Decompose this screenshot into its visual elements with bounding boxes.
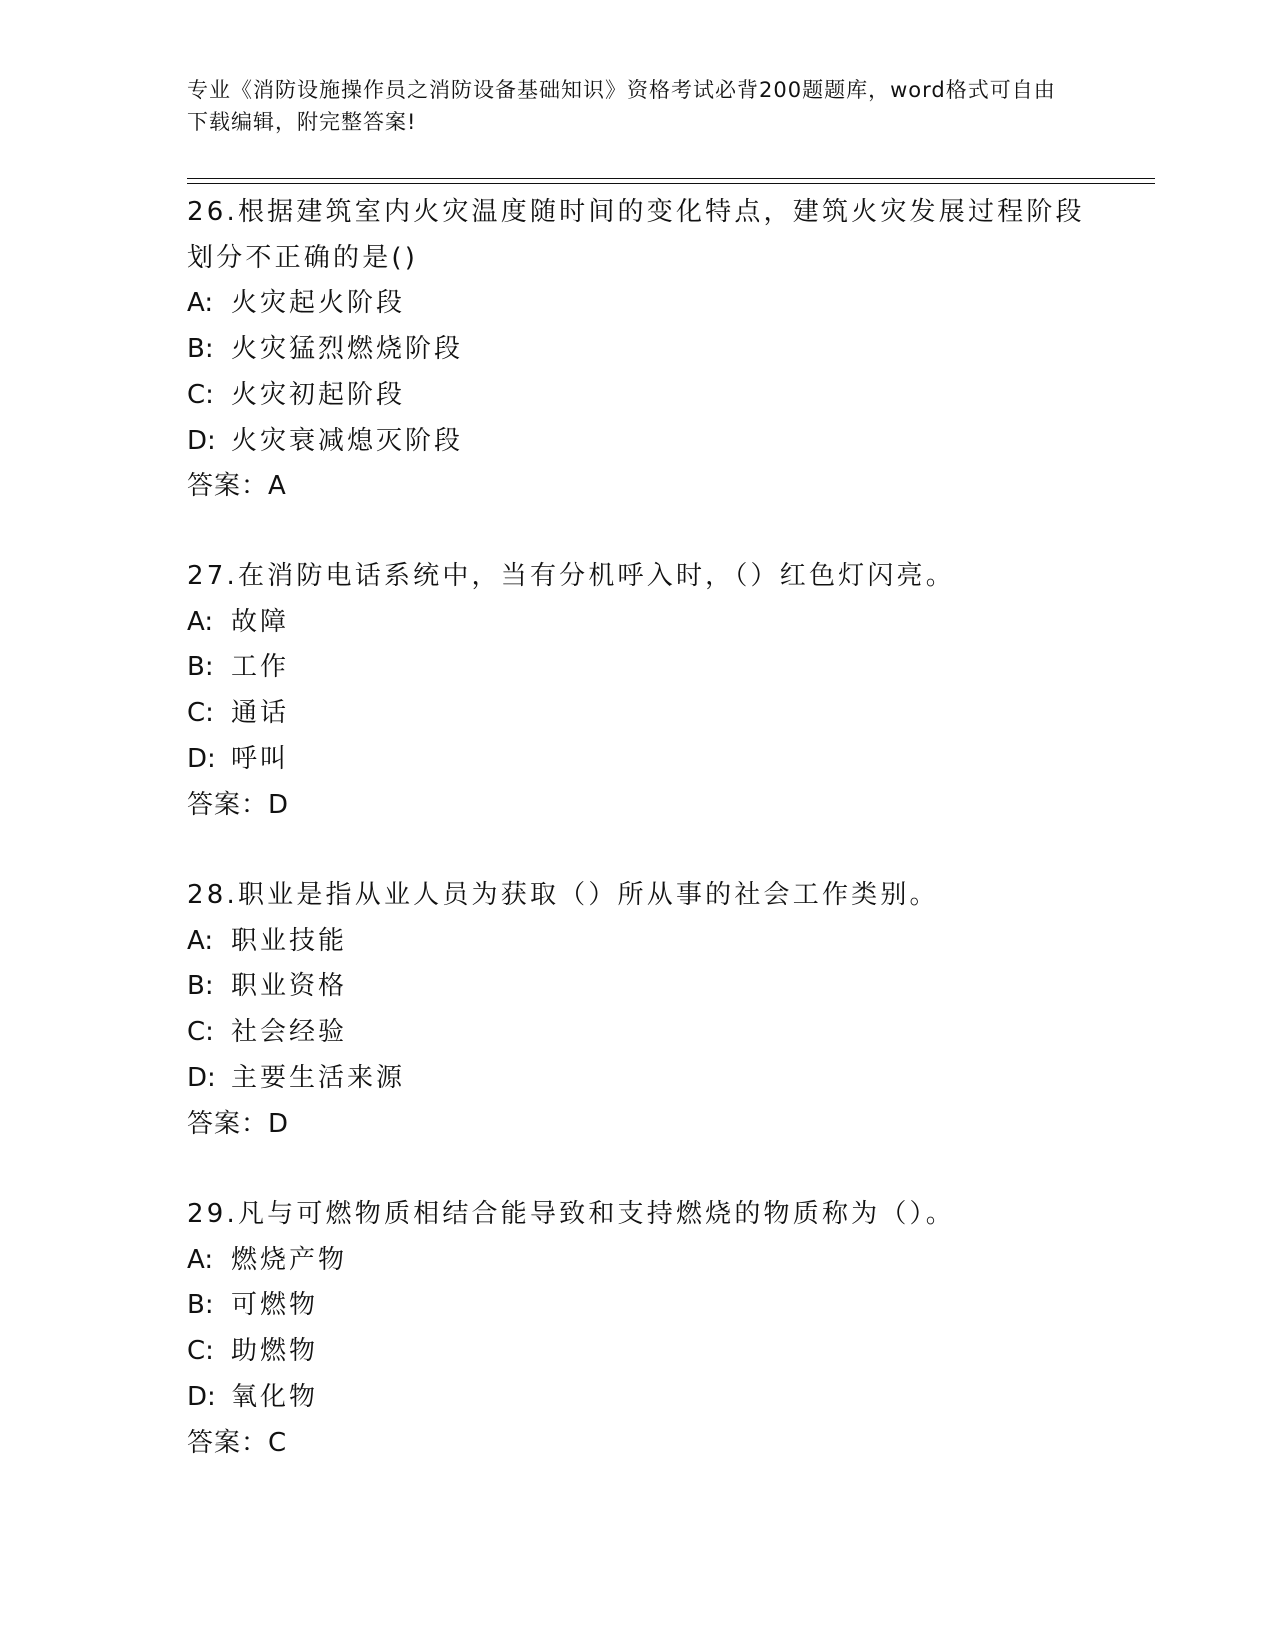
option-text: 社会经验 xyxy=(231,1017,348,1048)
option-a xyxy=(187,281,1087,327)
option-text: 火灾初起阶段 xyxy=(231,379,406,410)
option-label: C: xyxy=(187,1017,214,1048)
option-text: 可燃物 xyxy=(231,1290,319,1321)
option-label: C: xyxy=(187,1336,214,1367)
option-label: A: xyxy=(187,288,214,319)
question-stem: 28.职业是指从业人员为获取（）所从事的社会工作类别。 xyxy=(187,880,939,910)
option-text: 火灾衰减熄灭阶段 xyxy=(231,425,464,456)
option-label: A: xyxy=(187,1244,214,1275)
option-c xyxy=(187,1329,1087,1375)
question-stem: 27.在消防电话系统中，当有分机呼入时，（）红色灯闪亮。 xyxy=(187,561,955,591)
option-label: C: xyxy=(187,379,214,410)
option-c xyxy=(187,373,1087,419)
option-label: D: xyxy=(187,1381,216,1412)
option-d xyxy=(187,737,1087,783)
question-28 xyxy=(187,873,1087,1147)
option-text: 氧化物 xyxy=(231,1381,319,1412)
option-text: 工作 xyxy=(231,652,290,683)
option-b xyxy=(187,1283,1087,1329)
option-a xyxy=(187,1238,1087,1284)
option-d xyxy=(187,1056,1087,1102)
question-26 xyxy=(187,190,1087,510)
answer: 答案：C xyxy=(187,1427,288,1458)
option-label: D: xyxy=(187,1062,216,1093)
answer: 答案：D xyxy=(187,789,290,820)
option-label: D: xyxy=(187,743,216,774)
option-text: 呼叫 xyxy=(231,743,290,774)
option-b xyxy=(187,645,1087,691)
option-c xyxy=(187,1010,1087,1056)
option-label: C: xyxy=(187,698,214,729)
option-label: A: xyxy=(187,606,214,637)
option-text: 火灾猛烈燃烧阶段 xyxy=(231,334,464,365)
option-d xyxy=(187,1375,1087,1421)
header-divider-bottom xyxy=(187,183,1155,184)
option-d xyxy=(187,419,1087,465)
option-a xyxy=(187,919,1087,965)
header-divider-top xyxy=(187,178,1155,179)
option-label: B: xyxy=(187,1290,214,1321)
option-text: 职业技能 xyxy=(231,925,348,956)
option-label: D: xyxy=(187,425,216,456)
option-label: B: xyxy=(187,652,214,683)
option-b xyxy=(187,964,1087,1010)
document-header: 专业《消防设施操作员之消防设备基础知识》资格考试必背200题题库，word格式可自由下载编辑，附完整答案! xyxy=(187,78,1056,134)
option-text: 职业资格 xyxy=(231,971,348,1002)
answer: 答案：D xyxy=(187,1108,290,1139)
question-27 xyxy=(187,554,1087,828)
option-text: 火灾起火阶段 xyxy=(231,288,406,319)
option-text: 通话 xyxy=(231,698,290,729)
option-b xyxy=(187,327,1087,373)
option-a xyxy=(187,600,1087,646)
answer: 答案：A xyxy=(187,471,287,502)
question-stem: 29.凡与可燃物质相结合能导致和支持燃烧的物质称为（）。 xyxy=(187,1199,955,1229)
option-c xyxy=(187,691,1087,737)
question-stem: 26.根据建筑室内火灾温度随时间的变化特点，建筑火灾发展过程阶段划分不正确的是() xyxy=(187,197,1085,273)
question-29 xyxy=(187,1192,1087,1466)
option-text: 燃烧产物 xyxy=(231,1244,348,1275)
option-label: B: xyxy=(187,971,214,1002)
option-label: B: xyxy=(187,334,214,365)
option-text: 主要生活来源 xyxy=(231,1062,406,1093)
option-label: A: xyxy=(187,925,214,956)
option-text: 故障 xyxy=(231,606,290,637)
option-text: 助燃物 xyxy=(231,1336,319,1367)
